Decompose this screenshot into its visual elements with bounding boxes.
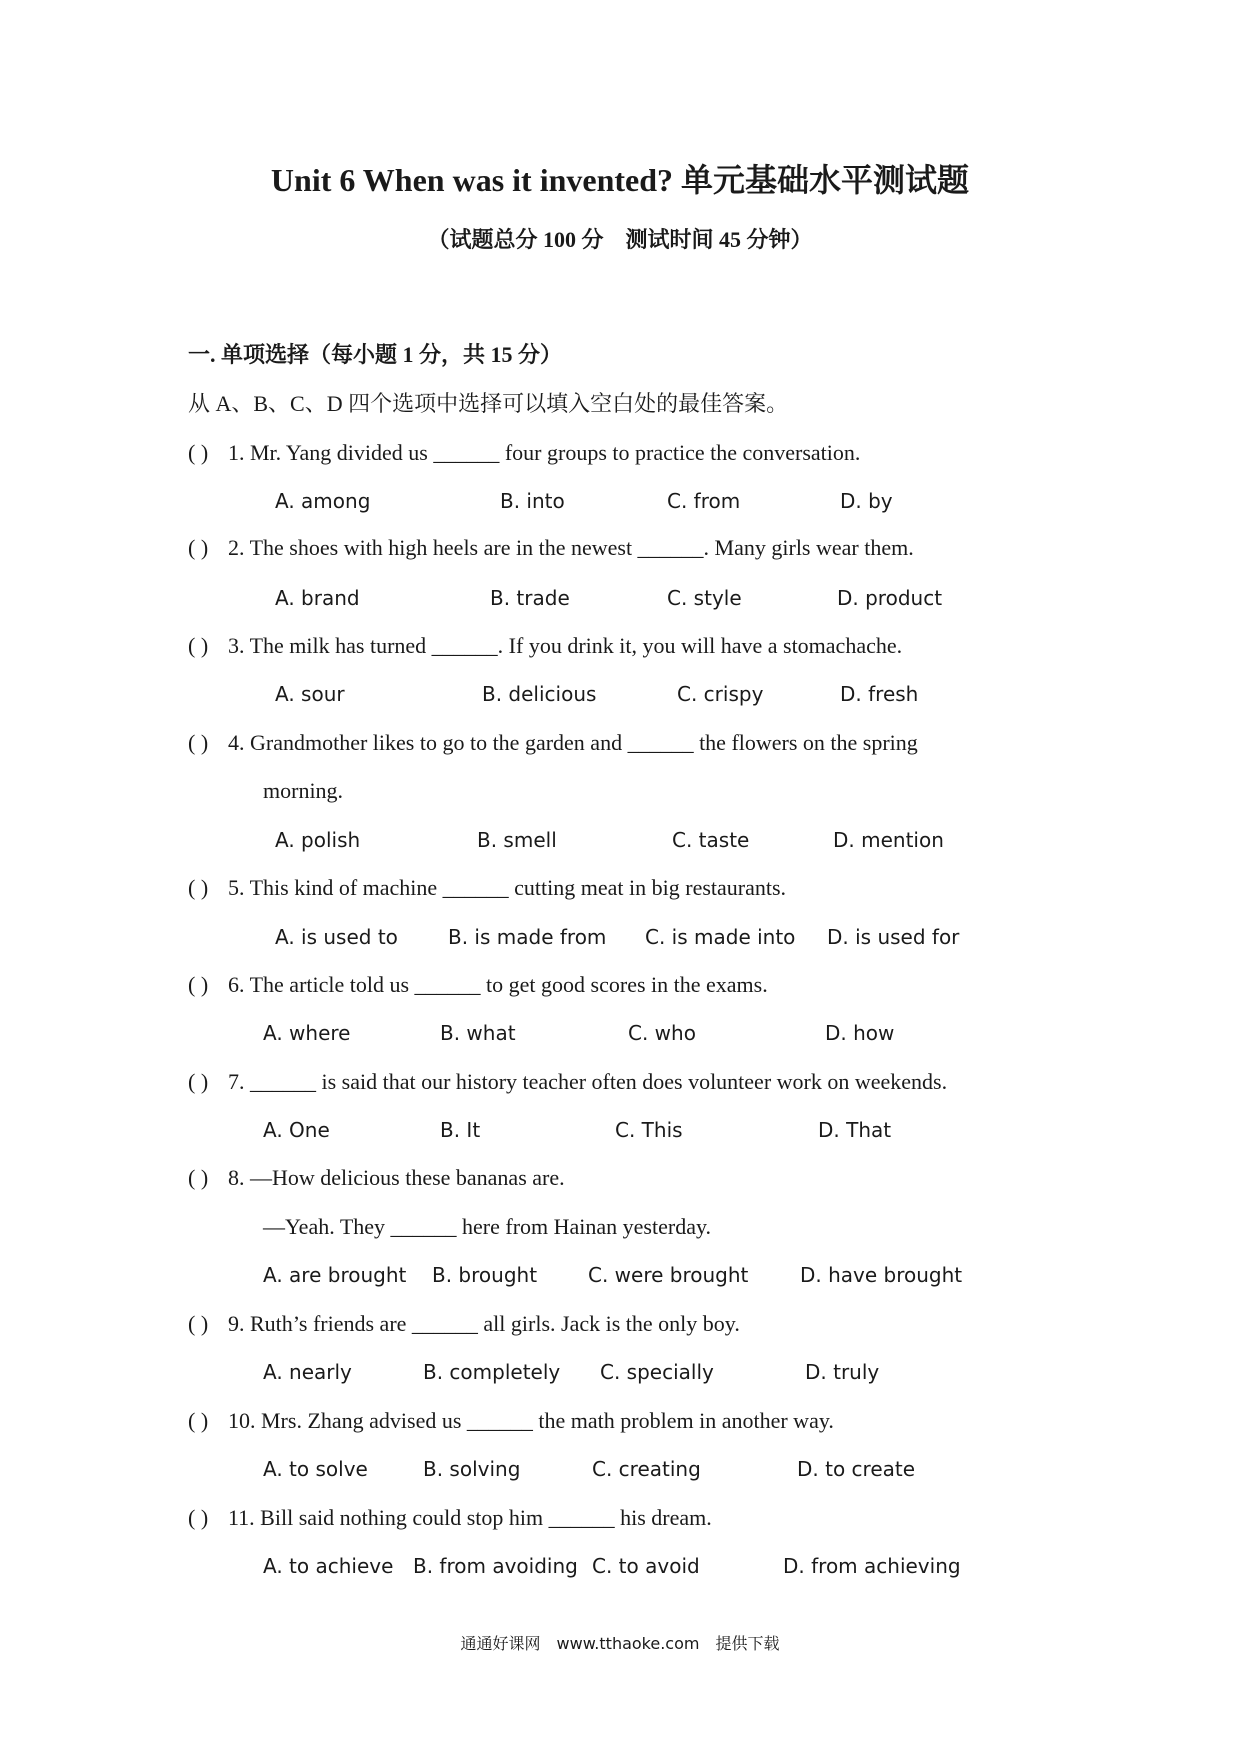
q1-option-b: B. into [500,489,565,513]
footer-source: 通通好课网 www.tthaoke.com 提供下载 [460,1634,780,1653]
question-stem: 2. The shoes with high heels are in the newest ______. Many girls wear them. [228,535,914,560]
q10-option-b: B. solving [423,1457,521,1481]
q8-option-d: D. have brought [800,1263,963,1287]
question-3 [188,631,902,661]
exam-info-subtitle: （试题总分 100 分 测试时间 45 分钟） [427,227,813,252]
q4-option-b: B. smell [477,828,557,852]
q5-option-b: B. is made from [448,925,607,949]
q2-option-b: B. trade [490,586,570,610]
section-instruction: 从 A、B、C、D 四个选项中选择可以填入空白处的最佳答案。 [188,391,789,416]
q9-option-c: C. specially [600,1360,714,1384]
q9-option-b: B. completely [423,1360,561,1384]
answer-bracket: ( ) [188,1311,209,1336]
q6-option-d: D. how [825,1021,895,1045]
answer-bracket: ( ) [188,1069,209,1094]
q8-option-a: A. are brought [263,1263,407,1287]
question-stem: 6. The article told us ______ to get good scores in the exams. [228,972,768,997]
q3-option-d: D. fresh [840,682,919,706]
page-title: Unit 6 When was it invented? 单元基础水平测试题 [270,162,970,198]
q6-option-a: A. where [263,1021,351,1045]
q5-option-c: C. is made into [645,925,796,949]
question-4 [188,728,918,758]
answer-bracket: ( ) [188,1505,209,1530]
q7-option-d: D. That [818,1118,892,1142]
q7-option-b: B. It [440,1118,481,1142]
q10-option-c: C. creating [592,1457,701,1481]
question-11 [188,1503,712,1533]
q4-option-c: C. taste [672,828,750,852]
q8-option-b: B. brought [432,1263,538,1287]
answer-bracket: ( ) [188,535,209,560]
q1-option-c: C. from [667,489,741,513]
question-stem: 9. Ruth’s friends are ______ all girls. Jack is the only boy. [228,1311,740,1336]
question-stem: 5. This kind of machine ______ cutting meat in big restaurants. [228,875,787,900]
q6-option-b: B. what [440,1021,516,1045]
question-stem: 8. —How delicious these bananas are. [228,1165,565,1190]
answer-bracket: ( ) [188,440,209,465]
q3-option-c: C. crispy [677,682,764,706]
answer-bracket: ( ) [188,1408,209,1433]
q5-option-d: D. is used for [827,925,960,949]
question-stem: 11. Bill said nothing could stop him ______ his dream. [228,1505,712,1530]
question-8-continuation: —Yeah. They ______ here from Hainan yesterday. [263,1214,712,1239]
question-2 [188,533,914,563]
q3-option-b: B. delicious [482,682,597,706]
answer-bracket: ( ) [188,972,209,997]
q7-option-a: A. One [263,1118,330,1142]
q4-option-a: A. polish [275,828,361,852]
question-stem: 7. ______ is said that our history teacher often does volunteer work on weekends. [228,1069,948,1094]
question-1 [188,438,860,468]
q2-option-a: A. brand [275,586,360,610]
question-8 [188,1163,565,1193]
q4-option-d: D. mention [833,828,944,852]
question-stem: 3. The milk has turned ______. If you drink it, you will have a stomachache. [228,633,903,658]
q11-option-d: D. from achieving [783,1554,961,1578]
q5-option-a: A. is used to [275,925,398,949]
q8-option-c: C. were brought [588,1263,749,1287]
question-7 [188,1067,947,1097]
question-stem: 4. Grandmother likes to go to the garden and ______ the flowers on the spring [228,730,918,755]
q6-option-c: C. who [628,1021,696,1045]
q1-option-d: D. by [840,489,893,513]
answer-bracket: ( ) [188,633,209,658]
q9-option-a: A. nearly [263,1360,352,1384]
q11-option-a: A. to achieve [263,1554,394,1578]
section-heading: 一. 单项选择（每小题 1 分，共 15 分） [188,342,563,367]
q9-option-d: D. truly [805,1360,880,1384]
question-4-continuation: morning. [263,778,344,803]
q7-option-c: C. This [615,1118,683,1142]
q2-option-d: D. product [837,586,943,610]
question-stem: 10. Mrs. Zhang advised us ______ the math problem in another way. [228,1408,834,1433]
question-6 [188,970,768,1000]
q2-option-c: C. style [667,586,742,610]
question-10 [188,1406,834,1436]
answer-bracket: ( ) [188,875,209,900]
question-9 [188,1309,740,1339]
q11-option-b: B. from avoiding [413,1554,578,1578]
q1-option-a: A. among [275,489,371,513]
question-5 [188,873,786,903]
q3-option-a: A. sour [275,682,345,706]
q10-option-d: D. to create [797,1457,916,1481]
answer-bracket: ( ) [188,730,209,755]
answer-bracket: ( ) [188,1165,209,1190]
q10-option-a: A. to solve [263,1457,368,1481]
q11-option-c: C. to avoid [592,1554,700,1578]
question-stem: 1. Mr. Yang divided us ______ four groups to practice the conversation. [228,440,861,465]
